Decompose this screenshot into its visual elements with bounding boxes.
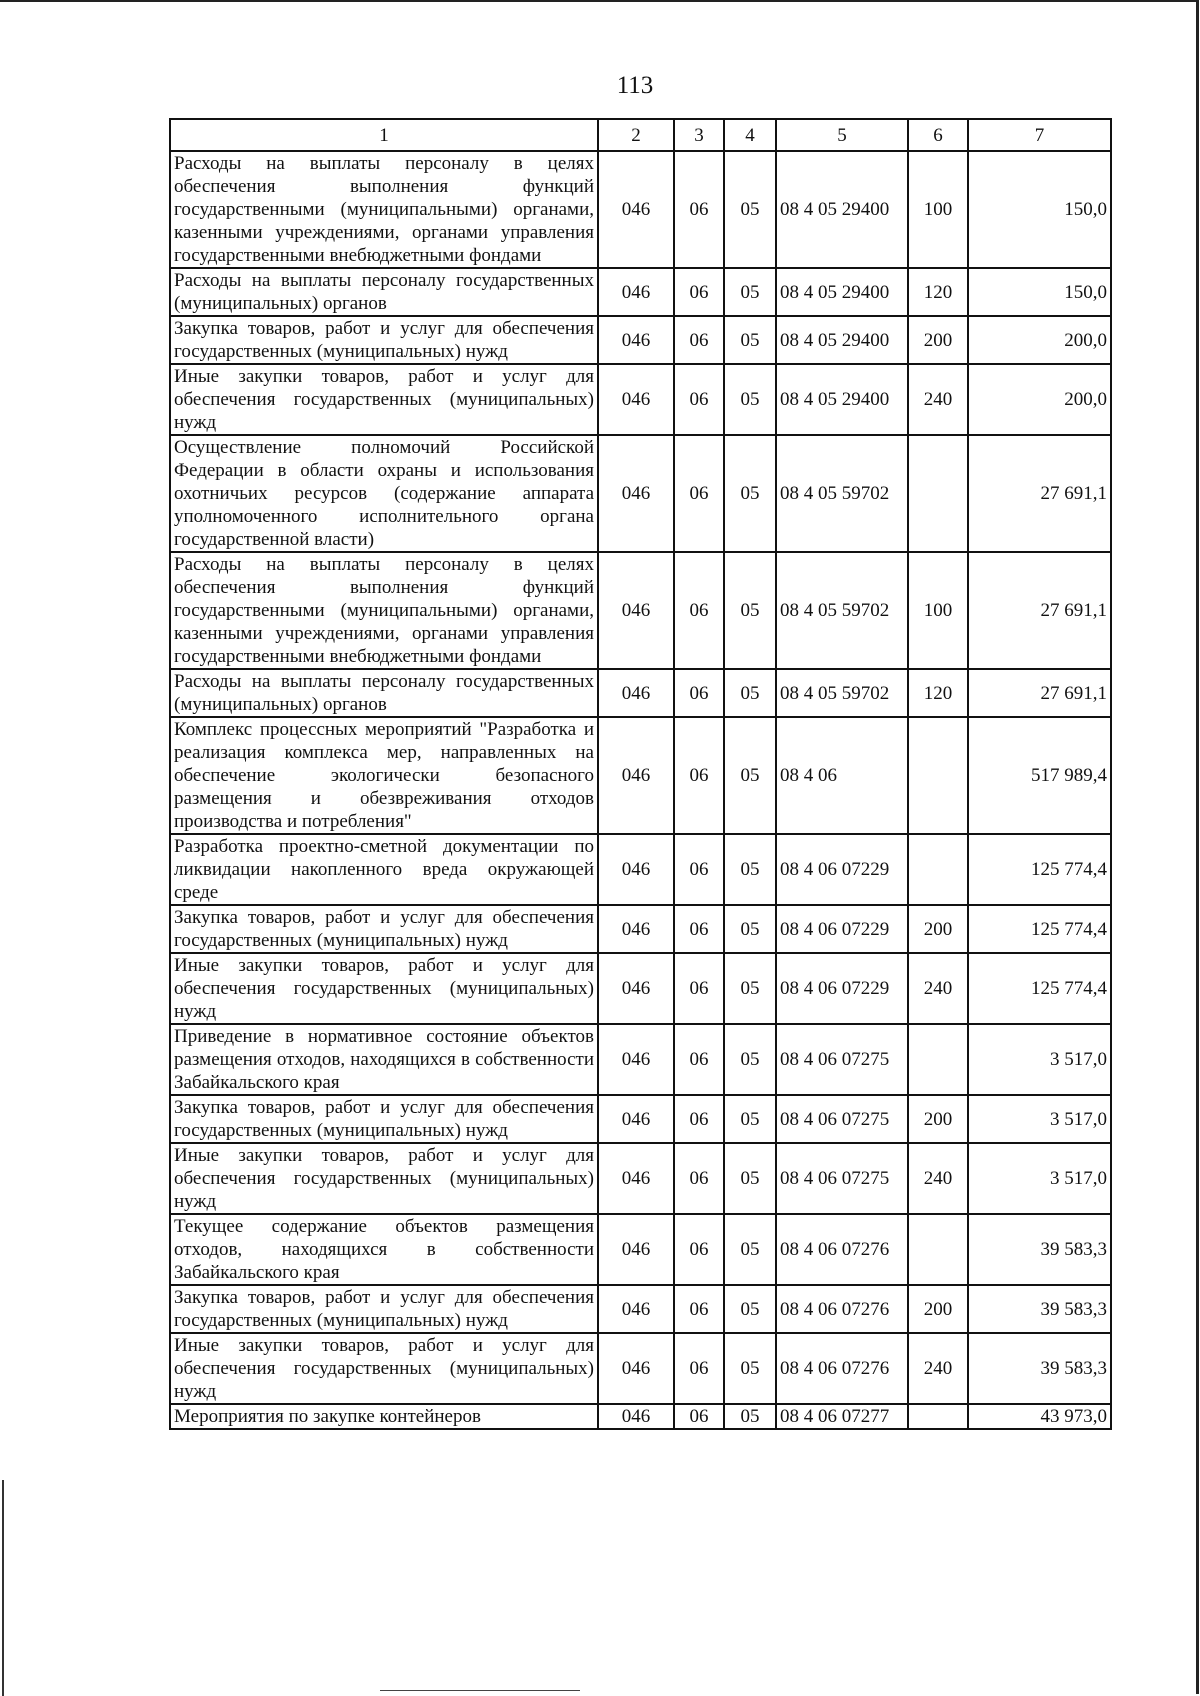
- row-name-cell: Закупка товаров, работ и услуг для обеспечения государственных (муниципальных) нужд: [170, 316, 598, 364]
- expense-type-cell: [908, 1214, 968, 1285]
- target-article-cell: 08 4 06 07229: [776, 953, 908, 1024]
- table-row: [170, 316, 1111, 364]
- target-article-cell: 08 4 06 07275: [776, 1143, 908, 1214]
- target-article-cell: 08 4 05 59702: [776, 552, 908, 669]
- expense-type-cell: 200: [908, 1285, 968, 1333]
- column-header: 2: [598, 119, 674, 151]
- amount-cell: 517 989,4: [968, 717, 1111, 834]
- target-article-cell: 08 4 06 07275: [776, 1095, 908, 1143]
- row-name-cell: Расходы на выплаты персоналу государственных (муниципальных) органов: [170, 669, 598, 717]
- section-cell: 06: [674, 669, 724, 717]
- grbs-cell: 046: [598, 1404, 674, 1429]
- section-cell: 06: [674, 151, 724, 268]
- column-header: 3: [674, 119, 724, 151]
- grbs-cell: 046: [598, 552, 674, 669]
- scan-edge-mark: [380, 1690, 580, 1691]
- amount-cell: 125 774,4: [968, 905, 1111, 953]
- subsection-cell: 05: [724, 717, 776, 834]
- expense-type-cell: [908, 1404, 968, 1429]
- row-name-cell: Мероприятия по закупке контейнеров: [170, 1404, 598, 1429]
- table-row: [170, 1095, 1111, 1143]
- column-header: 6: [908, 119, 968, 151]
- row-name-cell: Расходы на выплаты персоналу в целях обеспечения выполнения функций государственными (муниципальными) органами, казенными учреждениями, органами управления государственными внебюджетными фондами: [170, 552, 598, 669]
- column-header: 5: [776, 119, 908, 151]
- grbs-cell: 046: [598, 151, 674, 268]
- column-header: 4: [724, 119, 776, 151]
- subsection-cell: 05: [724, 1024, 776, 1095]
- row-name-cell: Иные закупки товаров, работ и услуг для обеспечения государственных (муниципальных) нужд: [170, 364, 598, 435]
- amount-cell: 39 583,3: [968, 1333, 1111, 1404]
- table-row: [170, 435, 1111, 552]
- row-name-cell: Расходы на выплаты персоналу государственных (муниципальных) органов: [170, 268, 598, 316]
- section-cell: 06: [674, 905, 724, 953]
- table-row: [170, 669, 1111, 717]
- subsection-cell: 05: [724, 1214, 776, 1285]
- target-article-cell: 08 4 05 29400: [776, 316, 908, 364]
- grbs-cell: 046: [598, 953, 674, 1024]
- amount-cell: 125 774,4: [968, 834, 1111, 905]
- table-row: [170, 364, 1111, 435]
- section-cell: 06: [674, 316, 724, 364]
- subsection-cell: 05: [724, 669, 776, 717]
- subsection-cell: 05: [724, 268, 776, 316]
- subsection-cell: 05: [724, 316, 776, 364]
- subsection-cell: 05: [724, 1285, 776, 1333]
- subsection-cell: 05: [724, 552, 776, 669]
- grbs-cell: 046: [598, 905, 674, 953]
- table-row: [170, 1143, 1111, 1214]
- target-article-cell: 08 4 06 07277: [776, 1404, 908, 1429]
- expense-type-cell: 200: [908, 316, 968, 364]
- grbs-cell: 046: [598, 1024, 674, 1095]
- subsection-cell: 05: [724, 1143, 776, 1214]
- target-article-cell: 08 4 06 07229: [776, 905, 908, 953]
- expense-type-cell: 240: [908, 1143, 968, 1214]
- table-row: [170, 268, 1111, 316]
- column-header: 7: [968, 119, 1111, 151]
- expense-type-cell: 200: [908, 905, 968, 953]
- section-cell: 06: [674, 717, 724, 834]
- row-name-cell: Текущее содержание объектов размещения отходов, находящихся в собственности Забайкальского края: [170, 1214, 598, 1285]
- grbs-cell: 046: [598, 316, 674, 364]
- target-article-cell: 08 4 05 29400: [776, 268, 908, 316]
- table-row: [170, 1214, 1111, 1285]
- row-name-cell: Разработка проектно-сметной документации по ликвидации накопленного вреда окружающей среде: [170, 834, 598, 905]
- row-name-cell: Иные закупки товаров, работ и услуг для обеспечения государственных (муниципальных) нужд: [170, 1333, 598, 1404]
- amount-cell: 125 774,4: [968, 953, 1111, 1024]
- amount-cell: 27 691,1: [968, 435, 1111, 552]
- table-row: [170, 552, 1111, 669]
- subsection-cell: 05: [724, 834, 776, 905]
- expense-type-cell: 120: [908, 268, 968, 316]
- section-cell: 06: [674, 1285, 724, 1333]
- row-name-cell: Осуществление полномочий Российской Федерации в области охраны и использования охотничьих ресурсов (содержание аппарата уполномоченного исполнительного органа государственной власти): [170, 435, 598, 552]
- table-body: [170, 151, 1111, 1429]
- grbs-cell: 046: [598, 1333, 674, 1404]
- expense-type-cell: [908, 1024, 968, 1095]
- target-article-cell: 08 4 05 59702: [776, 669, 908, 717]
- subsection-cell: 05: [724, 953, 776, 1024]
- subsection-cell: 05: [724, 905, 776, 953]
- table-row: [170, 953, 1111, 1024]
- grbs-cell: 046: [598, 1143, 674, 1214]
- expense-type-cell: 120: [908, 669, 968, 717]
- row-name-cell: Приведение в нормативное состояние объектов размещения отходов, находящихся в собственности Забайкальского края: [170, 1024, 598, 1095]
- grbs-cell: 046: [598, 669, 674, 717]
- expense-type-cell: 240: [908, 953, 968, 1024]
- amount-cell: 27 691,1: [968, 669, 1111, 717]
- target-article-cell: 08 4 06: [776, 717, 908, 834]
- grbs-cell: 046: [598, 268, 674, 316]
- expense-type-cell: 100: [908, 151, 968, 268]
- subsection-cell: 05: [724, 1333, 776, 1404]
- target-article-cell: 08 4 06 07276: [776, 1285, 908, 1333]
- table-row: [170, 1333, 1111, 1404]
- table-row: [170, 905, 1111, 953]
- table-row: [170, 151, 1111, 268]
- expense-type-cell: [908, 834, 968, 905]
- section-cell: 06: [674, 834, 724, 905]
- section-cell: 06: [674, 953, 724, 1024]
- expense-type-cell: 240: [908, 364, 968, 435]
- column-header: 1: [170, 119, 598, 151]
- grbs-cell: 046: [598, 1095, 674, 1143]
- budget-table: [169, 118, 1112, 1430]
- section-cell: 06: [674, 1404, 724, 1429]
- grbs-cell: 046: [598, 717, 674, 834]
- grbs-cell: 046: [598, 364, 674, 435]
- target-article-cell: 08 4 06 07276: [776, 1214, 908, 1285]
- expense-type-cell: 200: [908, 1095, 968, 1143]
- row-name-cell: Иные закупки товаров, работ и услуг для обеспечения государственных (муниципальных) нужд: [170, 953, 598, 1024]
- grbs-cell: 046: [598, 834, 674, 905]
- table-row: [170, 1024, 1111, 1095]
- subsection-cell: 05: [724, 151, 776, 268]
- subsection-cell: 05: [724, 1095, 776, 1143]
- grbs-cell: 046: [598, 1214, 674, 1285]
- amount-cell: 200,0: [968, 316, 1111, 364]
- target-article-cell: 08 4 06 07275: [776, 1024, 908, 1095]
- section-cell: 06: [674, 1214, 724, 1285]
- table-row: [170, 1285, 1111, 1333]
- subsection-cell: 05: [724, 364, 776, 435]
- page-number: 113: [616, 72, 654, 99]
- table-row: [170, 834, 1111, 905]
- row-name-cell: Закупка товаров, работ и услуг для обеспечения государственных (муниципальных) нужд: [170, 1095, 598, 1143]
- section-cell: 06: [674, 1143, 724, 1214]
- amount-cell: 3 517,0: [968, 1024, 1111, 1095]
- table-header-row: [170, 119, 1111, 151]
- target-article-cell: 08 4 05 29400: [776, 364, 908, 435]
- section-cell: 06: [674, 268, 724, 316]
- amount-cell: 3 517,0: [968, 1143, 1111, 1214]
- table-row: [170, 717, 1111, 834]
- row-name-cell: Расходы на выплаты персоналу в целях обеспечения выполнения функций государственными (муниципальными) органами, казенными учреждениями, органами управления государственными внебюджетными фондами: [170, 151, 598, 268]
- expense-type-cell: 240: [908, 1333, 968, 1404]
- amount-cell: 150,0: [968, 268, 1111, 316]
- section-cell: 06: [674, 1024, 724, 1095]
- section-cell: 06: [674, 1095, 724, 1143]
- amount-cell: 3 517,0: [968, 1095, 1111, 1143]
- amount-cell: 39 583,3: [968, 1285, 1111, 1333]
- table-row: [170, 1404, 1111, 1429]
- section-cell: 06: [674, 364, 724, 435]
- target-article-cell: 08 4 05 29400: [776, 151, 908, 268]
- row-name-cell: Комплекс процессных мероприятий "Разработка и реализация комплекса мер, направленных на обеспечение экологически безопасного размещения и обезвреживания отходов производства и потребления": [170, 717, 598, 834]
- expense-type-cell: [908, 435, 968, 552]
- expense-type-cell: [908, 717, 968, 834]
- amount-cell: 39 583,3: [968, 1214, 1111, 1285]
- grbs-cell: 046: [598, 1285, 674, 1333]
- expense-type-cell: 100: [908, 552, 968, 669]
- section-cell: 06: [674, 552, 724, 669]
- target-article-cell: 08 4 05 59702: [776, 435, 908, 552]
- scan-edge-mark: [2, 1480, 4, 1696]
- row-name-cell: Закупка товаров, работ и услуг для обеспечения государственных (муниципальных) нужд: [170, 1285, 598, 1333]
- section-cell: 06: [674, 1333, 724, 1404]
- row-name-cell: Закупка товаров, работ и услуг для обеспечения государственных (муниципальных) нужд: [170, 905, 598, 953]
- section-cell: 06: [674, 435, 724, 552]
- subsection-cell: 05: [724, 1404, 776, 1429]
- amount-cell: 27 691,1: [968, 552, 1111, 669]
- target-article-cell: 08 4 06 07229: [776, 834, 908, 905]
- amount-cell: 150,0: [968, 151, 1111, 268]
- amount-cell: 200,0: [968, 364, 1111, 435]
- target-article-cell: 08 4 06 07276: [776, 1333, 908, 1404]
- amount-cell: 43 973,0: [968, 1404, 1111, 1429]
- row-name-cell: Иные закупки товаров, работ и услуг для обеспечения государственных (муниципальных) нужд: [170, 1143, 598, 1214]
- grbs-cell: 046: [598, 435, 674, 552]
- subsection-cell: 05: [724, 435, 776, 552]
